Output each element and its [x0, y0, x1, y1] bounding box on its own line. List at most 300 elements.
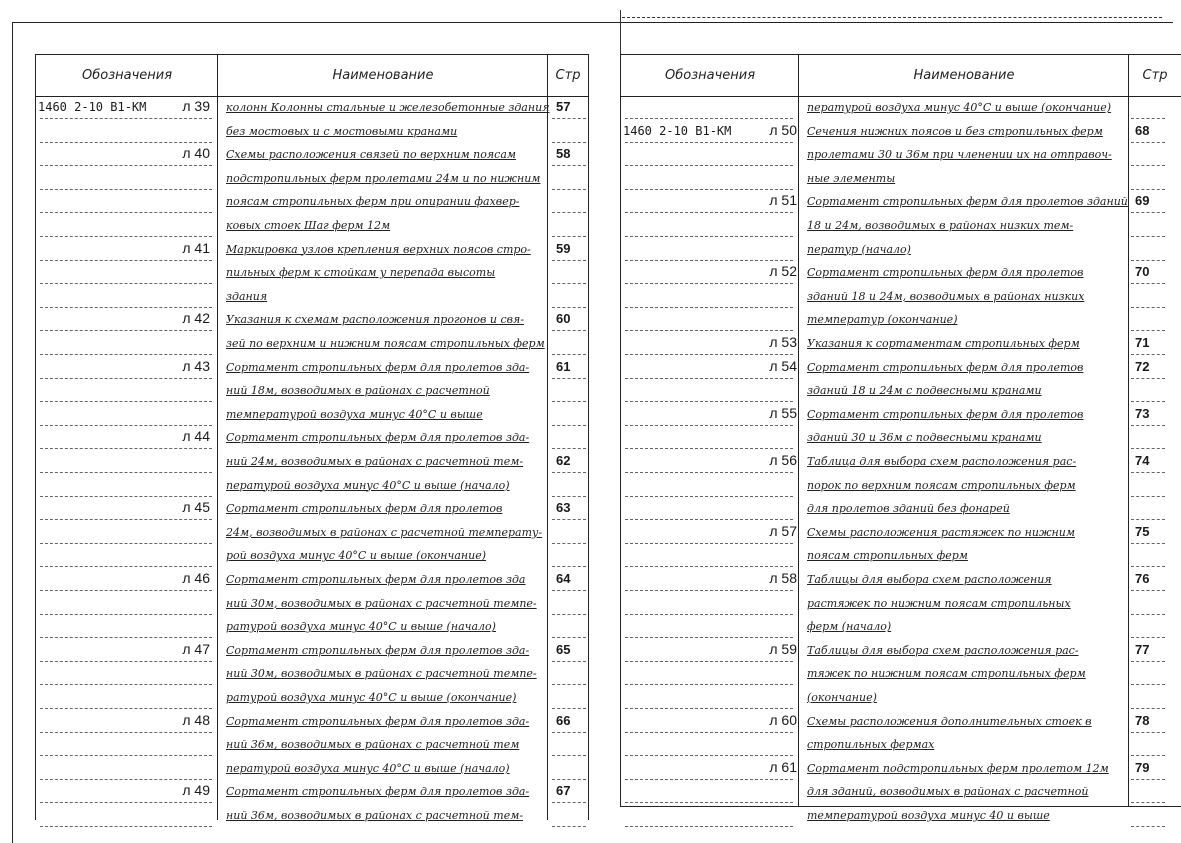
row-rule [40, 472, 212, 473]
header-page: Стр [548, 55, 588, 97]
row-rule [625, 330, 793, 331]
designation-code: 1460 2-10 В1-КМ [38, 100, 147, 114]
table-row [36, 593, 588, 615]
table-row [621, 333, 1181, 355]
row-rule [40, 543, 212, 544]
row-rule [1131, 354, 1165, 355]
row-rule [625, 543, 793, 544]
row-rule [40, 732, 212, 733]
page-number: 73 [1135, 405, 1150, 421]
sheet-number: л 57 [769, 522, 797, 539]
row-rule [40, 330, 212, 331]
table-row [621, 191, 1181, 213]
row-rule [625, 590, 793, 591]
item-name: 18 и 24м, возводимых в районах низких тем- [807, 219, 1074, 232]
row-rule [40, 401, 212, 402]
table-row [36, 191, 588, 213]
sheet-number: л 46 [182, 570, 210, 586]
row-rule [625, 283, 793, 284]
item-name: пературой воздуха минус 40°С и выше (начало) [226, 761, 510, 775]
row-rule [1131, 165, 1165, 166]
table-row [36, 663, 588, 685]
table-row [621, 687, 1181, 709]
table-row [36, 734, 588, 756]
table-row [621, 451, 1181, 473]
table-row [36, 640, 588, 662]
table-row [621, 97, 1181, 119]
table-row [621, 427, 1181, 449]
row-rule [552, 330, 586, 331]
row-rule [1131, 519, 1165, 520]
row-rule [40, 590, 212, 591]
row-rule [1131, 755, 1165, 756]
row-rule [1131, 189, 1165, 190]
row-rule [552, 260, 586, 261]
item-name: колонн Колонны стальные и железобетонные здания [226, 101, 550, 114]
row-rule [552, 189, 586, 190]
item-name: здания [226, 289, 268, 303]
row-rule [1131, 425, 1165, 426]
item-name: Указания к сортаментам стропильных ферм [807, 337, 1080, 350]
header-page: Стр [1129, 55, 1181, 97]
row-rule [40, 496, 212, 497]
table-row [36, 616, 588, 638]
table-row [36, 522, 588, 544]
row-rule [552, 496, 586, 497]
row-rule [1131, 212, 1165, 213]
table-row [36, 758, 588, 780]
item-name: ферм (начало) [807, 620, 892, 634]
sheet-number: л 58 [769, 570, 797, 586]
item-name: поясам стропильных ферм при опирании фахвер- [226, 195, 520, 209]
row-rule [552, 401, 586, 402]
designation-code: 1460 2-10 В1-КМ [623, 123, 732, 138]
row-rule [552, 826, 586, 827]
page-number: 57 [556, 99, 571, 114]
table-row [36, 404, 588, 426]
row-rule [1131, 684, 1165, 685]
row-rule [625, 142, 793, 143]
item-name: пролетами 30 и 36м при членении их на отправоч- [807, 148, 1112, 162]
item-name: ний 30м, возводимых в районах с расчетной темпе- [226, 596, 537, 610]
table-row [621, 569, 1181, 591]
row-rule [552, 472, 586, 473]
row-rule [40, 566, 212, 567]
item-name: Указания к схемам расположения прогонов и свя- [226, 313, 525, 327]
sheet-number: л 60 [769, 711, 797, 728]
row-rule [1131, 307, 1165, 308]
row-rule [1131, 826, 1165, 827]
item-name: зданий 30 и 36м с подвесными кранами [807, 431, 1042, 445]
row-rule [552, 779, 586, 780]
row-rule [1131, 260, 1165, 261]
row-rule [552, 566, 586, 567]
item-name: Сортамент стропильных ферм для пролетов зда- [226, 643, 530, 657]
item-name: Таблицы для выбора схем расположения рас- [807, 643, 1079, 657]
row-rule [625, 732, 793, 733]
table-row [36, 262, 588, 284]
page-number: 79 [1135, 759, 1150, 775]
item-name: Сортамент стропильных ферм для пролетов зда- [226, 714, 530, 728]
sheet-number: л 49 [182, 782, 210, 799]
row-rule [625, 755, 793, 756]
table-row [36, 309, 588, 331]
row-rule [625, 212, 793, 213]
table-row [621, 616, 1181, 638]
item-name: температур (окончание) [807, 313, 958, 327]
item-name: Сечения нижних поясов и без стропильных ферм [807, 124, 1103, 138]
row-rule [552, 590, 586, 591]
item-name: растяжек по нижним поясам стропильных [807, 596, 1071, 610]
row-rule [1131, 661, 1165, 662]
sheet-number: л 39 [182, 98, 210, 114]
item-name: ний 24м, возводимых в районах с расчетной тем- [226, 455, 524, 468]
item-name: без мостовых и с мостовыми кранами [226, 124, 458, 138]
item-name: ковых стоек Шаг ферм 12м [226, 219, 391, 232]
page-number: 65 [556, 641, 571, 657]
table-row [621, 380, 1181, 402]
item-name: Сортамент стропильных ферм для пролетов [226, 502, 503, 516]
row-rule [552, 684, 586, 685]
center-divider [620, 10, 621, 54]
table-row [621, 404, 1181, 426]
row-rule [1131, 472, 1165, 473]
row-rule [40, 802, 212, 803]
sheet-number: л 42 [182, 310, 210, 327]
item-name: 24м, возводимых в районах с расчетной температу- [226, 525, 543, 539]
row-rule [40, 708, 212, 709]
row-rule [552, 519, 586, 520]
sheet-number: л 43 [182, 357, 210, 374]
row-rule [40, 212, 212, 213]
item-name: поясам стропильных ферм [807, 549, 968, 563]
table-row [621, 168, 1181, 190]
table-row [621, 357, 1181, 379]
row-rule [625, 236, 793, 237]
sheet-number: л 55 [769, 404, 797, 421]
row-rule [1131, 378, 1165, 379]
table-row [621, 144, 1181, 166]
item-name: Сортамент стропильных ферм для пролетов зда- [226, 360, 530, 374]
table-row [621, 522, 1181, 544]
page-number: 74 [1135, 453, 1150, 468]
table-row [36, 498, 588, 520]
row-rule [552, 236, 586, 237]
table-row [36, 427, 588, 449]
page-number: 63 [556, 500, 571, 516]
sheet-number: л 51 [769, 192, 797, 209]
table-row [621, 805, 1181, 827]
table-row [621, 215, 1181, 237]
page-number: 76 [1135, 571, 1150, 586]
page-number: 64 [556, 571, 571, 586]
table-row [621, 309, 1181, 331]
row-rule [1131, 118, 1165, 119]
row-rule [1131, 637, 1165, 638]
sheet-number: л 52 [769, 263, 797, 280]
table-row [36, 475, 588, 497]
item-name: для зданий, возводимых в районах с расчетной [807, 785, 1089, 799]
table-row [36, 545, 588, 567]
row-rule [625, 802, 793, 803]
row-rule [552, 732, 586, 733]
item-name: ратурой воздуха минус 40°С и выше (начало) [226, 620, 496, 634]
page-number: 68 [1135, 122, 1150, 138]
row-rule [625, 189, 793, 190]
row-rule [40, 378, 212, 379]
row-rule [1131, 448, 1165, 449]
row-rule [625, 118, 793, 119]
sheet-number: л 47 [182, 640, 210, 657]
table-row [36, 215, 588, 237]
row-rule [1131, 401, 1165, 402]
row-rule [1131, 142, 1165, 143]
page-number: 66 [556, 712, 571, 728]
row-rule [552, 142, 586, 143]
row-rule [625, 519, 793, 520]
page-number: 71 [1135, 335, 1150, 350]
row-rule [40, 661, 212, 662]
row-rule [552, 755, 586, 756]
row-rule [625, 378, 793, 379]
table-row [36, 569, 588, 591]
row-rule [40, 614, 212, 615]
table-row [621, 593, 1181, 615]
item-name: зданий 18 и 24м, возводимых в районах низких [807, 289, 1085, 303]
table-row [621, 640, 1181, 662]
page-number: 72 [1135, 358, 1150, 374]
page-number: 62 [556, 453, 571, 468]
table-row [621, 498, 1181, 520]
item-name: зей по верхним и нижним поясам стропильных ферм [226, 337, 545, 350]
row-rule [1131, 732, 1165, 733]
sheet-number: л 45 [182, 499, 210, 516]
row-rule [625, 637, 793, 638]
row-rule [552, 425, 586, 426]
row-rule [625, 661, 793, 662]
item-name: ний 36м, возводимых в районах с расчетной тем [226, 738, 520, 752]
table-row [36, 451, 588, 473]
table-row [36, 805, 588, 827]
table-row [621, 711, 1181, 733]
row-rule [1131, 614, 1165, 615]
row-rule [1131, 283, 1165, 284]
row-rule [1131, 543, 1165, 544]
row-rule [40, 283, 212, 284]
row-rule [40, 165, 212, 166]
row-rule [552, 614, 586, 615]
row-rule [552, 118, 586, 119]
item-name: (окончание) [807, 691, 877, 704]
item-name: Сортамент стропильных ферм для пролетов зданий [807, 195, 1128, 209]
row-rule [40, 260, 212, 261]
item-name: Сортамент стропильных ферм для пролетов зда- [226, 431, 530, 445]
page-number: 78 [1135, 712, 1150, 728]
row-rule [40, 189, 212, 190]
table-row [36, 781, 588, 803]
row-rule [40, 826, 212, 827]
row-rule [625, 165, 793, 166]
row-rule [1131, 779, 1165, 780]
row-rule [625, 614, 793, 615]
table-row [36, 144, 588, 166]
sheet-number: л 54 [769, 357, 797, 374]
sheet-number: л 40 [182, 145, 210, 162]
row-rule [40, 118, 212, 119]
item-name: ний 36м, возводимых в районах с расчетной тем- [226, 809, 524, 822]
table-row [621, 475, 1181, 497]
item-name: подстропильных ферм пролетами 24м и по нижним [226, 171, 541, 185]
sheet-number: л 53 [769, 334, 797, 350]
item-name: ные элементы [807, 171, 896, 185]
row-rule [625, 425, 793, 426]
item-name: стропильных фермах [807, 738, 935, 752]
item-name: Схемы расположения растяжек по нижним [807, 525, 1075, 539]
item-name: ператур (начало) [807, 242, 911, 256]
item-name: температурой воздуха минус 40 и выше [807, 809, 1050, 822]
item-name: тяжек по нижним поясам стропильных ферм [807, 667, 1086, 681]
item-name: Сортамент подстропильных ферм пролетом 12м [807, 761, 1109, 775]
row-rule [1131, 330, 1165, 331]
table-row [621, 758, 1181, 780]
item-name: Схемы расположения дополнительных стоек в [807, 714, 1092, 728]
table-row [36, 333, 588, 355]
page-number: 58 [556, 146, 571, 162]
row-rule [625, 472, 793, 473]
table-row [36, 121, 588, 143]
row-rule [625, 401, 793, 402]
row-rule [552, 543, 586, 544]
row-rule [552, 448, 586, 449]
row-rule [625, 496, 793, 497]
row-rule [552, 212, 586, 213]
page-number: 59 [556, 240, 571, 256]
row-rule [625, 307, 793, 308]
row-rule [1131, 236, 1165, 237]
item-name: температурой воздуха минус 40°С и выше [226, 407, 483, 421]
row-rule [40, 142, 212, 143]
item-name: Схемы расположения связей по верхним поясам [226, 148, 516, 162]
item-name: ний 30м, возводимых в районах с расчетной темпе- [226, 667, 537, 681]
row-rule [552, 165, 586, 166]
row-rule [552, 637, 586, 638]
table-row [621, 286, 1181, 308]
page-number: 70 [1135, 264, 1150, 280]
row-rule [552, 354, 586, 355]
row-rule [625, 684, 793, 685]
row-rule [40, 755, 212, 756]
sheet-number: л 41 [182, 239, 210, 256]
table-row [621, 239, 1181, 261]
sheet-number: л 59 [769, 640, 797, 657]
header-designation: Обозначения [36, 55, 218, 97]
item-name: пильных ферм к стойкам у перепада высоты [226, 266, 496, 280]
row-rule [625, 708, 793, 709]
page-number: 77 [1135, 641, 1150, 657]
page-number: 69 [1135, 193, 1150, 209]
table-row [621, 663, 1181, 685]
row-rule [40, 519, 212, 520]
table-row [36, 97, 588, 119]
table-row [36, 357, 588, 379]
header-name: Наименование [799, 55, 1129, 97]
right-index-table [620, 54, 1181, 822]
row-rule [552, 307, 586, 308]
row-rule [625, 779, 793, 780]
item-name: Сортамент стропильных ферм для пролетов [807, 266, 1084, 280]
row-rule [40, 684, 212, 685]
row-rule [1131, 802, 1165, 803]
table-row [36, 168, 588, 190]
row-rule [552, 661, 586, 662]
item-name: ний 18м, возводимых в районах с расчетной [226, 384, 490, 398]
item-name: Сортамент стропильных ферм для пролетов зда [226, 573, 526, 586]
row-rule [40, 354, 212, 355]
item-name: Таблица для выбора схем расположения рас- [807, 455, 1077, 468]
header-designation: Обозначения [621, 55, 799, 97]
table-row [621, 262, 1181, 284]
item-name: порок по верхним поясам стропильных ферм [807, 478, 1076, 492]
page-number: 67 [556, 783, 571, 799]
row-rule [1131, 708, 1165, 709]
top-dashed-line [622, 17, 1162, 18]
item-name: пературой воздуха минус 40°С и выше (начало) [226, 478, 510, 492]
item-name: Маркировка узлов крепления верхних поясов стро- [226, 242, 531, 256]
sheet-number: л 44 [182, 428, 210, 445]
row-rule [552, 802, 586, 803]
sheet-number: л 61 [769, 758, 797, 775]
row-rule [40, 425, 212, 426]
row-rule [552, 708, 586, 709]
row-rule [625, 260, 793, 261]
left-index-table [35, 54, 589, 820]
row-rule [552, 283, 586, 284]
table-row [621, 121, 1181, 143]
row-rule [625, 448, 793, 449]
table-row [36, 711, 588, 733]
table-row [621, 734, 1181, 756]
table-row [621, 781, 1181, 803]
table-row [36, 687, 588, 709]
item-name: Сортамент стропильных ферм для пролетов [807, 360, 1084, 374]
page-number: 75 [1135, 523, 1150, 539]
page-number: 60 [556, 311, 571, 327]
item-name: Сортамент стропильных ферм для пролетов [807, 407, 1084, 421]
sheet-number: л 56 [769, 452, 797, 468]
item-name: Таблицы для выбора схем расположения [807, 573, 1052, 586]
table-row [36, 239, 588, 261]
item-name: зданий 18 и 24м с подвесными кранами [807, 384, 1042, 398]
item-name: рой воздуха минус 40°С и выше (окончание) [226, 549, 487, 563]
sheet-number: л 50 [769, 121, 797, 138]
table-row [36, 380, 588, 402]
row-rule [1131, 496, 1165, 497]
row-rule [40, 779, 212, 780]
sheet-number: л 48 [182, 711, 210, 728]
row-rule [625, 566, 793, 567]
table-row [621, 545, 1181, 567]
row-rule [625, 354, 793, 355]
row-rule [552, 378, 586, 379]
row-rule [625, 826, 793, 827]
item-name: для пролетов зданий без фонарей [807, 502, 1010, 516]
table-row [36, 286, 588, 308]
item-name: ратурой воздуха минус 40°С и выше (окончание) [226, 691, 517, 704]
row-rule [40, 448, 212, 449]
item-name: пературой воздуха минус 40°С и выше (окончание) [807, 101, 1112, 114]
row-rule [1131, 590, 1165, 591]
row-rule [40, 236, 212, 237]
